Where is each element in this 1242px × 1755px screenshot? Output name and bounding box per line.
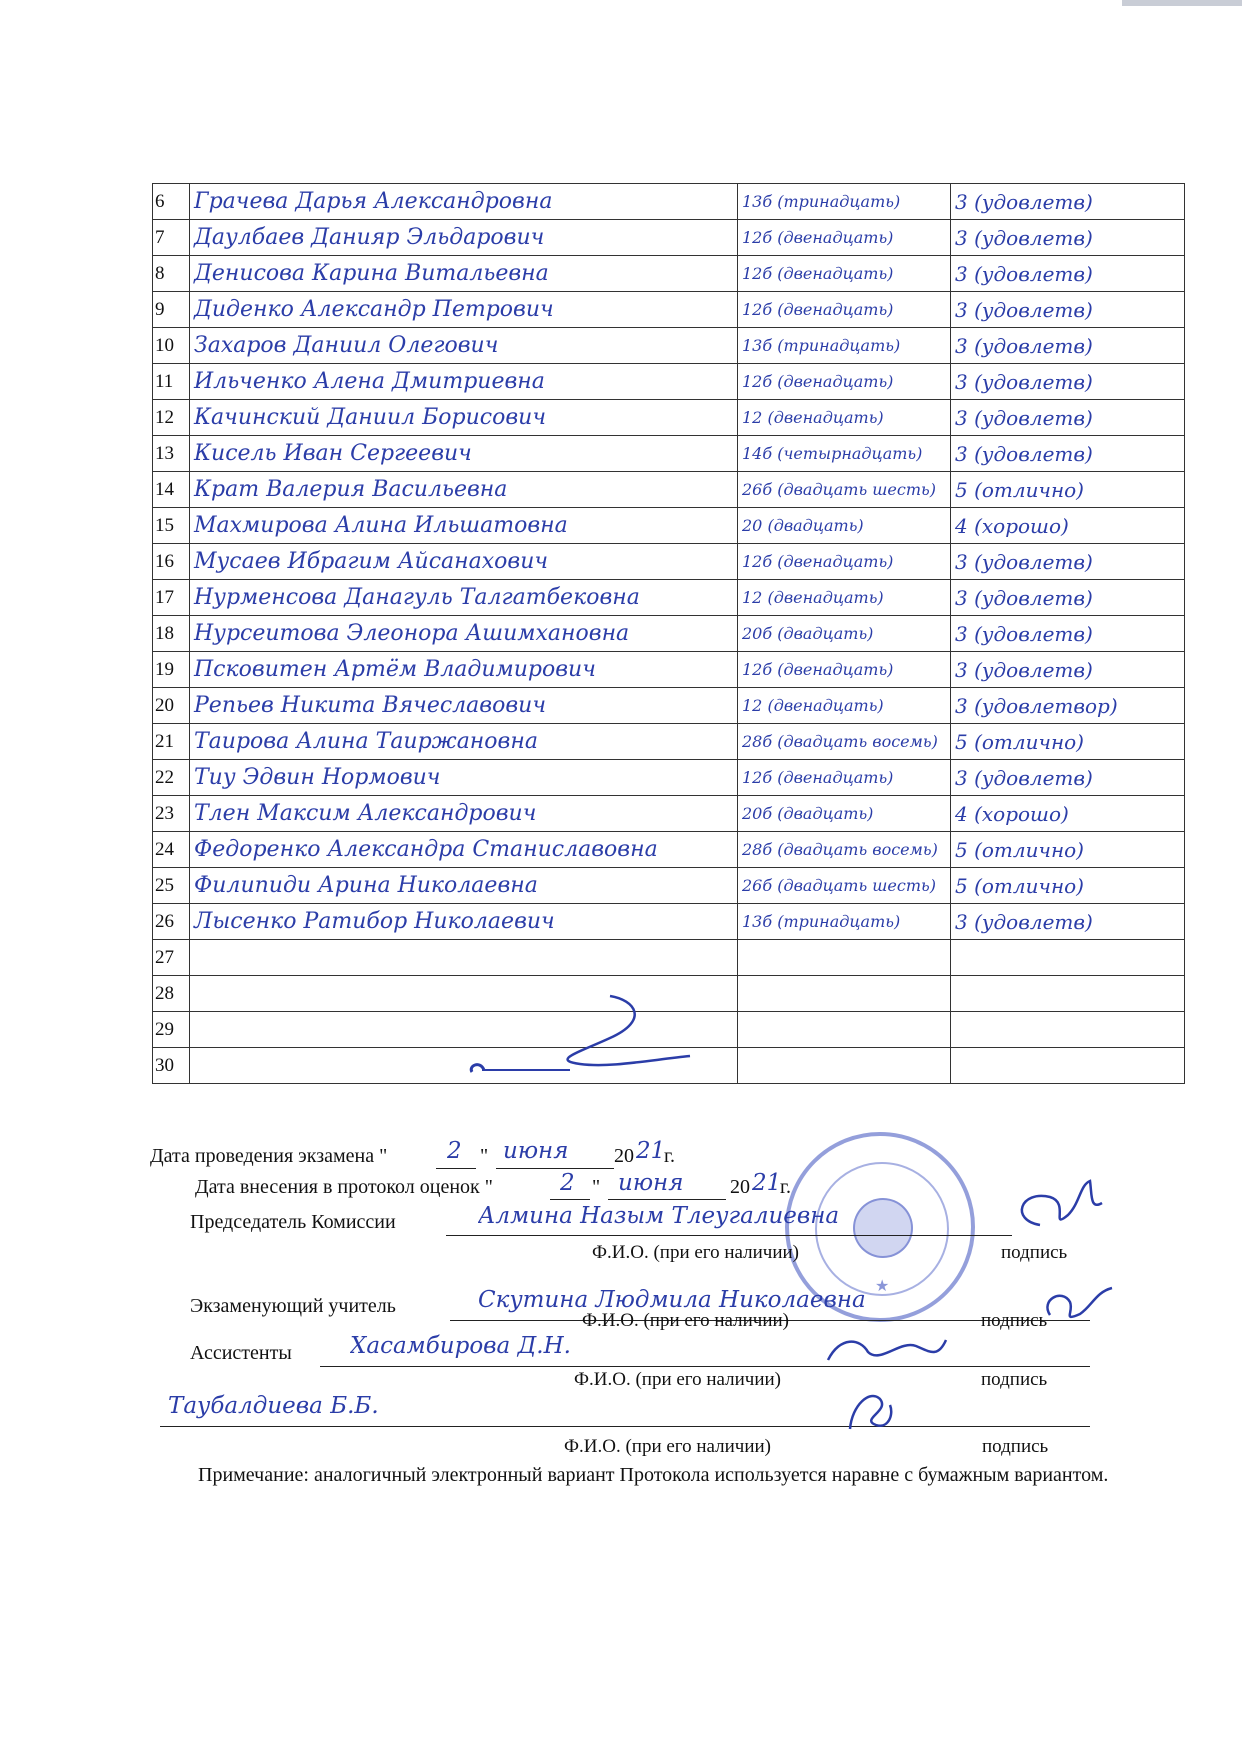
- student-grade: 3 (удовлетв): [951, 760, 1185, 796]
- table-row: [153, 580, 1185, 616]
- student-name: Даулбаев Данияр Эльдарович: [190, 220, 738, 256]
- table-row: [153, 472, 1185, 508]
- table-row: [153, 184, 1185, 220]
- assistant2-name: Таубалдиева Б.Б.: [168, 1393, 379, 1419]
- student-name: Таирова Алина Таиржановна: [190, 724, 738, 760]
- student-score: 28б (двадцать восемь): [738, 832, 951, 868]
- chair-signature: [1010, 1175, 1110, 1235]
- table-row: [153, 364, 1185, 400]
- scan-edge-mark: [1122, 0, 1242, 6]
- row-number: 17: [153, 580, 190, 616]
- entry-year-prefix: 20: [730, 1176, 750, 1198]
- row-number: 21: [153, 724, 190, 760]
- student-grade: 3 (удовлетв): [951, 220, 1185, 256]
- teacher-label: Экзаменующий учитель: [190, 1295, 396, 1317]
- exam-date-line: [150, 1145, 387, 1168]
- teacher-signature-caption: подпись: [981, 1310, 1048, 1331]
- table-row: [153, 544, 1185, 580]
- student-name: Лысенко Ратибор Николаевич: [190, 904, 738, 940]
- table-row: [153, 652, 1185, 688]
- student-grade: 3 (удовлетв): [951, 256, 1185, 292]
- student-name: Нурменсова Данагуль Талгатбековна: [190, 580, 738, 616]
- student-grade: 3 (удовлетв): [951, 400, 1185, 436]
- student-score: 12б (двенадцать): [738, 220, 951, 256]
- row-number: 19: [153, 652, 190, 688]
- student-grade: 4 (хорошо): [951, 796, 1185, 832]
- table-row: [153, 256, 1185, 292]
- student-score: 13б (тринадцать): [738, 184, 951, 220]
- student-name: Кисель Иван Сергеевич: [190, 436, 738, 472]
- student-grade: 5 (отлично): [951, 868, 1185, 904]
- strike-through-scribble: [460, 990, 700, 1090]
- row-number: 12: [153, 400, 190, 436]
- student-name: Псковитен Артём Владимирович: [190, 652, 738, 688]
- seal-star-icon: ★: [875, 1278, 890, 1295]
- exam-day: 2: [447, 1138, 462, 1164]
- table-row: [153, 292, 1185, 328]
- table-row: [153, 688, 1185, 724]
- table-row: [153, 904, 1185, 940]
- assistant1-name: Хасамбирова Д.Н.: [350, 1333, 571, 1359]
- exam-date-label: Дата проведения экзамена ": [150, 1145, 388, 1167]
- assistant2-underline: [160, 1426, 1090, 1427]
- row-number: 27: [153, 940, 190, 976]
- entry-date-line: [195, 1176, 493, 1199]
- student-grade: 5 (отлично): [951, 832, 1185, 868]
- row-number: 22: [153, 760, 190, 796]
- student-name: [190, 940, 738, 976]
- student-grade: [951, 940, 1185, 976]
- student-score: 20б (двадцать): [738, 796, 951, 832]
- student-grade: 5 (отлично): [951, 472, 1185, 508]
- assistant1-fio-caption: Ф.И.О. (при его наличии): [574, 1369, 782, 1390]
- student-grade: 3 (удовлетв): [951, 616, 1185, 652]
- student-score: 12б (двенадцать): [738, 256, 951, 292]
- student-name: Махмирова Алина Ильшатовна: [190, 508, 738, 544]
- grades-table-body: [153, 184, 1185, 1084]
- table-row: [153, 328, 1185, 364]
- table-row: [153, 616, 1185, 652]
- table-row: [153, 508, 1185, 544]
- row-number: 8: [153, 256, 190, 292]
- student-name: Тлен Максим Александрович: [190, 796, 738, 832]
- student-grade: 3 (удовлетв): [951, 544, 1185, 580]
- row-number: 23: [153, 796, 190, 832]
- exam-month: июня: [503, 1138, 569, 1164]
- row-number: 13: [153, 436, 190, 472]
- exam-date-quote: ": [480, 1145, 489, 1167]
- student-grade: 3 (удовлетвор): [951, 688, 1185, 724]
- student-score: 12б (двенадцать): [738, 760, 951, 796]
- table-row: [153, 868, 1185, 904]
- exam-month-underline: [496, 1168, 614, 1169]
- student-score: 28б (двадцать восемь): [738, 724, 951, 760]
- entry-day-underline: [550, 1199, 590, 1200]
- row-number: 26: [153, 904, 190, 940]
- teacher-fio-caption: Ф.И.О. (при его наличии): [582, 1310, 790, 1331]
- entry-year-suffix: 21: [752, 1170, 782, 1196]
- student-name: Ильченко Алена Дмитриевна: [190, 364, 738, 400]
- student-grade: 3 (удовлетв): [951, 292, 1185, 328]
- student-score: 12б (двенадцать): [738, 364, 951, 400]
- student-score: [738, 976, 951, 1012]
- row-number: 15: [153, 508, 190, 544]
- student-score: 12 (двенадцать): [738, 400, 951, 436]
- teacher-signature: [1040, 1280, 1120, 1330]
- student-score: 26б (двадцать шесть): [738, 472, 951, 508]
- exam-year-prefix: 20: [614, 1145, 634, 1167]
- chair-fio-caption: Ф.И.О. (при его наличии): [592, 1242, 800, 1263]
- assistants-label: Ассистенты: [190, 1342, 292, 1364]
- exam-year-end: г.: [664, 1145, 675, 1167]
- student-grade: [951, 1048, 1185, 1084]
- assistant2-signature: [840, 1385, 900, 1435]
- student-grade: 3 (удовлетв): [951, 652, 1185, 688]
- student-score: 14б (четырнадцать): [738, 436, 951, 472]
- assistant1-signature-caption: подпись: [981, 1369, 1048, 1390]
- assistant1-signature: [820, 1330, 950, 1370]
- student-score: 26б (двадцать шесть): [738, 868, 951, 904]
- row-number: 18: [153, 616, 190, 652]
- entry-day: 2: [560, 1170, 575, 1196]
- student-grade: 3 (удовлетв): [951, 580, 1185, 616]
- chair-label: Председатель Комиссии: [190, 1211, 396, 1233]
- student-name: Грачева Дарья Александровна: [190, 184, 738, 220]
- assistant1-underline: [320, 1366, 1090, 1367]
- row-number: 16: [153, 544, 190, 580]
- assistant2-fio-caption: Ф.И.О. (при его наличии): [564, 1436, 772, 1457]
- student-score: 20б (двадцать): [738, 616, 951, 652]
- student-name: Нурсеитова Элеонора Ашимхановна: [190, 616, 738, 652]
- row-number: 30: [153, 1048, 190, 1084]
- student-grade: 4 (хорошо): [951, 508, 1185, 544]
- row-number: 14: [153, 472, 190, 508]
- entry-month-underline: [608, 1199, 726, 1200]
- student-score: 13б (тринадцать): [738, 904, 951, 940]
- table-row: [153, 760, 1185, 796]
- student-score: [738, 940, 951, 976]
- row-number: 25: [153, 868, 190, 904]
- chair-signature-caption: подпись: [1001, 1242, 1068, 1263]
- row-number: 11: [153, 364, 190, 400]
- student-score: 20 (двадцать): [738, 508, 951, 544]
- entry-month: июня: [618, 1170, 684, 1196]
- row-number: 24: [153, 832, 190, 868]
- student-name: Федоренко Александра Станиславовна: [190, 832, 738, 868]
- teacher-name: Скутина Людмила Николаевна: [478, 1287, 866, 1313]
- row-number: 9: [153, 292, 190, 328]
- assistant2-signature-caption: подпись: [982, 1436, 1049, 1457]
- student-score: 12 (двенадцать): [738, 580, 951, 616]
- student-name: Денисова Карина Витальевна: [190, 256, 738, 292]
- row-number: 28: [153, 976, 190, 1012]
- student-grade: 3 (удовлетв): [951, 364, 1185, 400]
- table-row: [153, 400, 1185, 436]
- exam-year-suffix: 21: [636, 1138, 666, 1164]
- table-row: [153, 832, 1185, 868]
- chair-name-underline: [446, 1235, 1012, 1236]
- student-score: [738, 1048, 951, 1084]
- table-row: [153, 796, 1185, 832]
- student-name: Тиу Эдвин Нормович: [190, 760, 738, 796]
- student-name: Мусаев Ибрагим Айсанахович: [190, 544, 738, 580]
- entry-year-end: г.: [780, 1176, 791, 1198]
- student-grade: [951, 1012, 1185, 1048]
- entry-date-label: Дата внесения в протокол оценок ": [195, 1176, 493, 1198]
- student-name: Качинский Даниил Борисович: [190, 400, 738, 436]
- table-row: [153, 724, 1185, 760]
- student-name: Захаров Даниил Олегович: [190, 328, 738, 364]
- chair-name: Алмина Назым Тлеугалиевна: [478, 1203, 840, 1229]
- exam-day-underline: [436, 1168, 476, 1169]
- row-number: 10: [153, 328, 190, 364]
- student-score: 13б (тринадцать): [738, 328, 951, 364]
- student-grade: 3 (удовлетв): [951, 436, 1185, 472]
- student-score: 12б (двенадцать): [738, 292, 951, 328]
- student-score: 12б (двенадцать): [738, 652, 951, 688]
- protocol-note: Примечание: аналогичный электронный вариант Протокола используется наравне с бумажным вариантом.: [198, 1464, 1109, 1486]
- student-name: Филипиди Арина Николаевна: [190, 868, 738, 904]
- row-number: 20: [153, 688, 190, 724]
- grades-table: [152, 183, 1185, 1084]
- student-grade: 5 (отлично): [951, 724, 1185, 760]
- entry-date-quote: ": [592, 1176, 601, 1198]
- student-name: Диденко Александр Петрович: [190, 292, 738, 328]
- student-name: Крат Валерия Васильевна: [190, 472, 738, 508]
- table-row: [153, 436, 1185, 472]
- student-grade: 3 (удовлетв): [951, 904, 1185, 940]
- student-score: 12б (двенадцать): [738, 544, 951, 580]
- student-grade: 3 (удовлетв): [951, 184, 1185, 220]
- student-name: Репьев Никита Вячеславович: [190, 688, 738, 724]
- student-grade: 3 (удовлетв): [951, 328, 1185, 364]
- table-row: [153, 220, 1185, 256]
- table-row: [153, 940, 1185, 976]
- row-number: 29: [153, 1012, 190, 1048]
- row-number: 7: [153, 220, 190, 256]
- student-score: 12 (двенадцать): [738, 688, 951, 724]
- student-score: [738, 1012, 951, 1048]
- row-number: 6: [153, 184, 190, 220]
- student-grade: [951, 976, 1185, 1012]
